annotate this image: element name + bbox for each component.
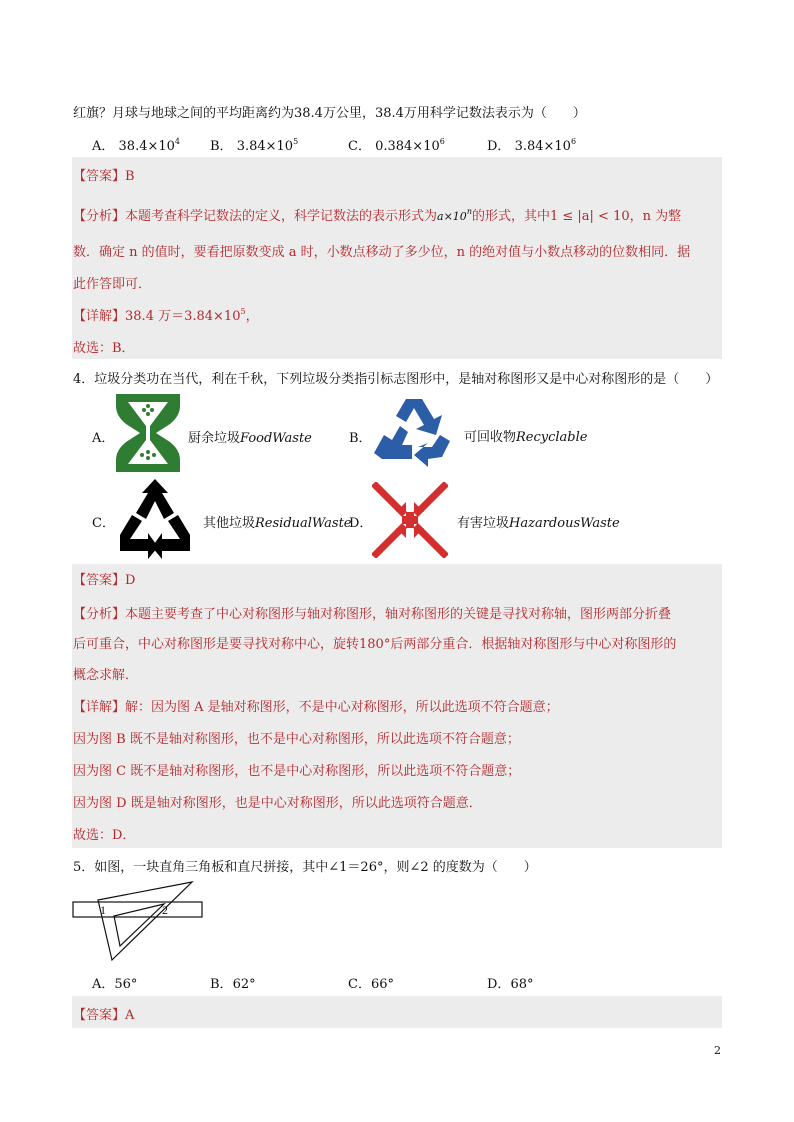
detail-text-end: ， <box>245 309 259 324</box>
page-number: 2 <box>714 1044 721 1057</box>
detail-text: 38.4 万＝3.84×10 <box>125 309 241 324</box>
detail-exp: 5 <box>240 307 246 316</box>
q3-option-b <box>210 135 298 154</box>
option-letter: A． <box>92 139 115 154</box>
q5-option-d <box>487 973 533 992</box>
analysis-tag: 【分析】 <box>73 209 126 224</box>
answer-value: B <box>125 169 135 184</box>
q5-solution-box <box>72 996 722 1028</box>
analysis-tag: 【分析】 <box>73 607 126 622</box>
food-waste-icon <box>114 392 182 474</box>
option-letter: D． <box>487 977 511 992</box>
answer-value: A <box>125 1008 135 1023</box>
option-text: 3.84×10 <box>236 139 294 154</box>
q4-option-d-label <box>457 512 620 531</box>
q4-stem: 4．垃圾分类功在当代，利在千秋，下列垃圾分类指引标志图形中，是轴对称图形又是中心对称图形的是（ ） <box>73 372 719 387</box>
option-exponent: 5 <box>293 137 299 146</box>
option-text: 68° <box>510 977 534 992</box>
option-letter: B． <box>210 977 233 992</box>
q5-option-a <box>92 973 137 992</box>
q4-option-c-label <box>203 512 352 531</box>
label-cn: 有害垃圾 <box>457 516 510 531</box>
analysis-formula-exp: n <box>466 207 472 216</box>
option-text: 62° <box>232 977 256 992</box>
q4-answer <box>73 569 135 588</box>
fig-label-1: 1 <box>100 903 106 917</box>
option-text: 38.4×10 <box>118 139 175 154</box>
q3-stem: 红旗？月球与地球之间的平均距离约为38.4万公里，38.4万用科学记数法表示为（ ） <box>73 106 586 121</box>
answer-tag: 【答案】 <box>73 573 126 588</box>
answer-value: D <box>125 573 136 588</box>
q4-detail-line-1 <box>73 696 559 715</box>
q4-option-b-letter: B． <box>349 431 372 446</box>
q5-option-b <box>210 973 256 992</box>
q5-figure <box>72 880 204 962</box>
q4-option-a-label <box>188 427 312 446</box>
q4-choose: 故选：D． <box>73 828 136 843</box>
option-text: 56° <box>114 977 138 992</box>
option-exponent: 4 <box>174 137 181 146</box>
analysis-text: 的形式，其中1 ≤ |a| < 10，n 为整 <box>471 209 682 224</box>
analysis-text: 本题主要考查了中心对称图形与轴对称图形，轴对称图形的关键是寻找对称轴，图形两部分折叠 <box>125 607 672 622</box>
analysis-formula: a×10 <box>437 210 467 223</box>
label-en: ResidualWaste <box>255 516 352 531</box>
q3-option-d <box>487 135 576 154</box>
q5-answer <box>73 1004 134 1023</box>
analysis-text: 本题考查科学记数法的定义，科学记数法的表示形式为 <box>125 209 438 224</box>
option-exponent: 6 <box>570 137 577 146</box>
option-letter: D． <box>487 139 511 154</box>
q4-option-d-letter: D． <box>349 516 373 531</box>
q4-analysis-line-2: 后可重合，中心对称图形是要寻找对称中心，旋转180°后两部分重合．根据轴对称图形与中心对称图形的 <box>73 637 677 652</box>
option-letter: C． <box>348 139 371 154</box>
q3-detail <box>73 305 259 324</box>
residual-waste-icon <box>116 477 194 559</box>
option-text: 0.384×10 <box>375 139 440 154</box>
answer-tag: 【答案】 <box>73 1008 126 1023</box>
q4-option-a-letter: A． <box>92 431 115 446</box>
q3-analysis-line-1 <box>73 205 681 224</box>
q5-option-c <box>348 973 394 992</box>
label-cn: 可回收物 <box>464 430 517 445</box>
q4-detail-line-2: 因为图 B 既不是轴对称图形，也不是中心对称图形，所以此选项不符合题意； <box>73 732 520 747</box>
option-text: 3.84×10 <box>514 139 571 154</box>
label-cn: 其他垃圾 <box>203 516 256 531</box>
q3-option-a <box>92 135 180 154</box>
fig-label-2: 2 <box>162 903 168 917</box>
q4-analysis-line-3: 概念求解． <box>73 668 139 683</box>
q4-option-c-letter: C． <box>92 516 115 531</box>
q4-analysis-line-1 <box>73 603 671 622</box>
detail-tag: 【详解】 <box>73 700 126 715</box>
option-letter: B． <box>210 139 233 154</box>
q4-detail-line-3: 因为图 C 既不是轴对称图形，也不是中心对称图形，所以此选项不符合题意； <box>73 764 521 779</box>
detail-text: 解：因为图 A 是轴对称图形，不是中心对称图形，所以此选项不符合题意； <box>125 700 559 715</box>
label-en: HazardousWaste <box>509 516 620 531</box>
option-letter: A． <box>92 977 115 992</box>
label-en: Recyclable <box>516 430 588 445</box>
label-cn: 厨余垃圾 <box>188 431 241 446</box>
q3-choose: 故选：B． <box>73 341 135 356</box>
answer-tag: 【答案】 <box>73 169 126 184</box>
recycle-icon <box>372 395 456 469</box>
option-letter: C． <box>348 977 371 992</box>
q3-option-c <box>348 135 445 154</box>
q3-answer <box>73 165 135 184</box>
q5-stem: 5．如图，一块直角三角板和直尺拼接，其中∠1＝26°，则∠2 的度数为（ ） <box>73 860 537 875</box>
detail-tag: 【详解】 <box>73 309 126 324</box>
q4-option-b-label <box>464 426 587 445</box>
q3-analysis-line-2: 数．确定 n 的值时，要看把原数变成 a 时，小数点移动了多少位，n 的绝对值与小数点移动的位数相同．据 <box>73 245 691 260</box>
option-exponent: 6 <box>439 137 445 146</box>
hazardous-waste-icon <box>372 482 448 558</box>
option-text: 66° <box>370 977 394 992</box>
q3-analysis-line-3: 此作答即可． <box>73 277 152 292</box>
label-en: FoodWaste <box>240 431 312 446</box>
q4-detail-line-4: 因为图 D 既是轴对称图形，也是中心对称图形，所以此选项符合题意． <box>73 796 482 811</box>
